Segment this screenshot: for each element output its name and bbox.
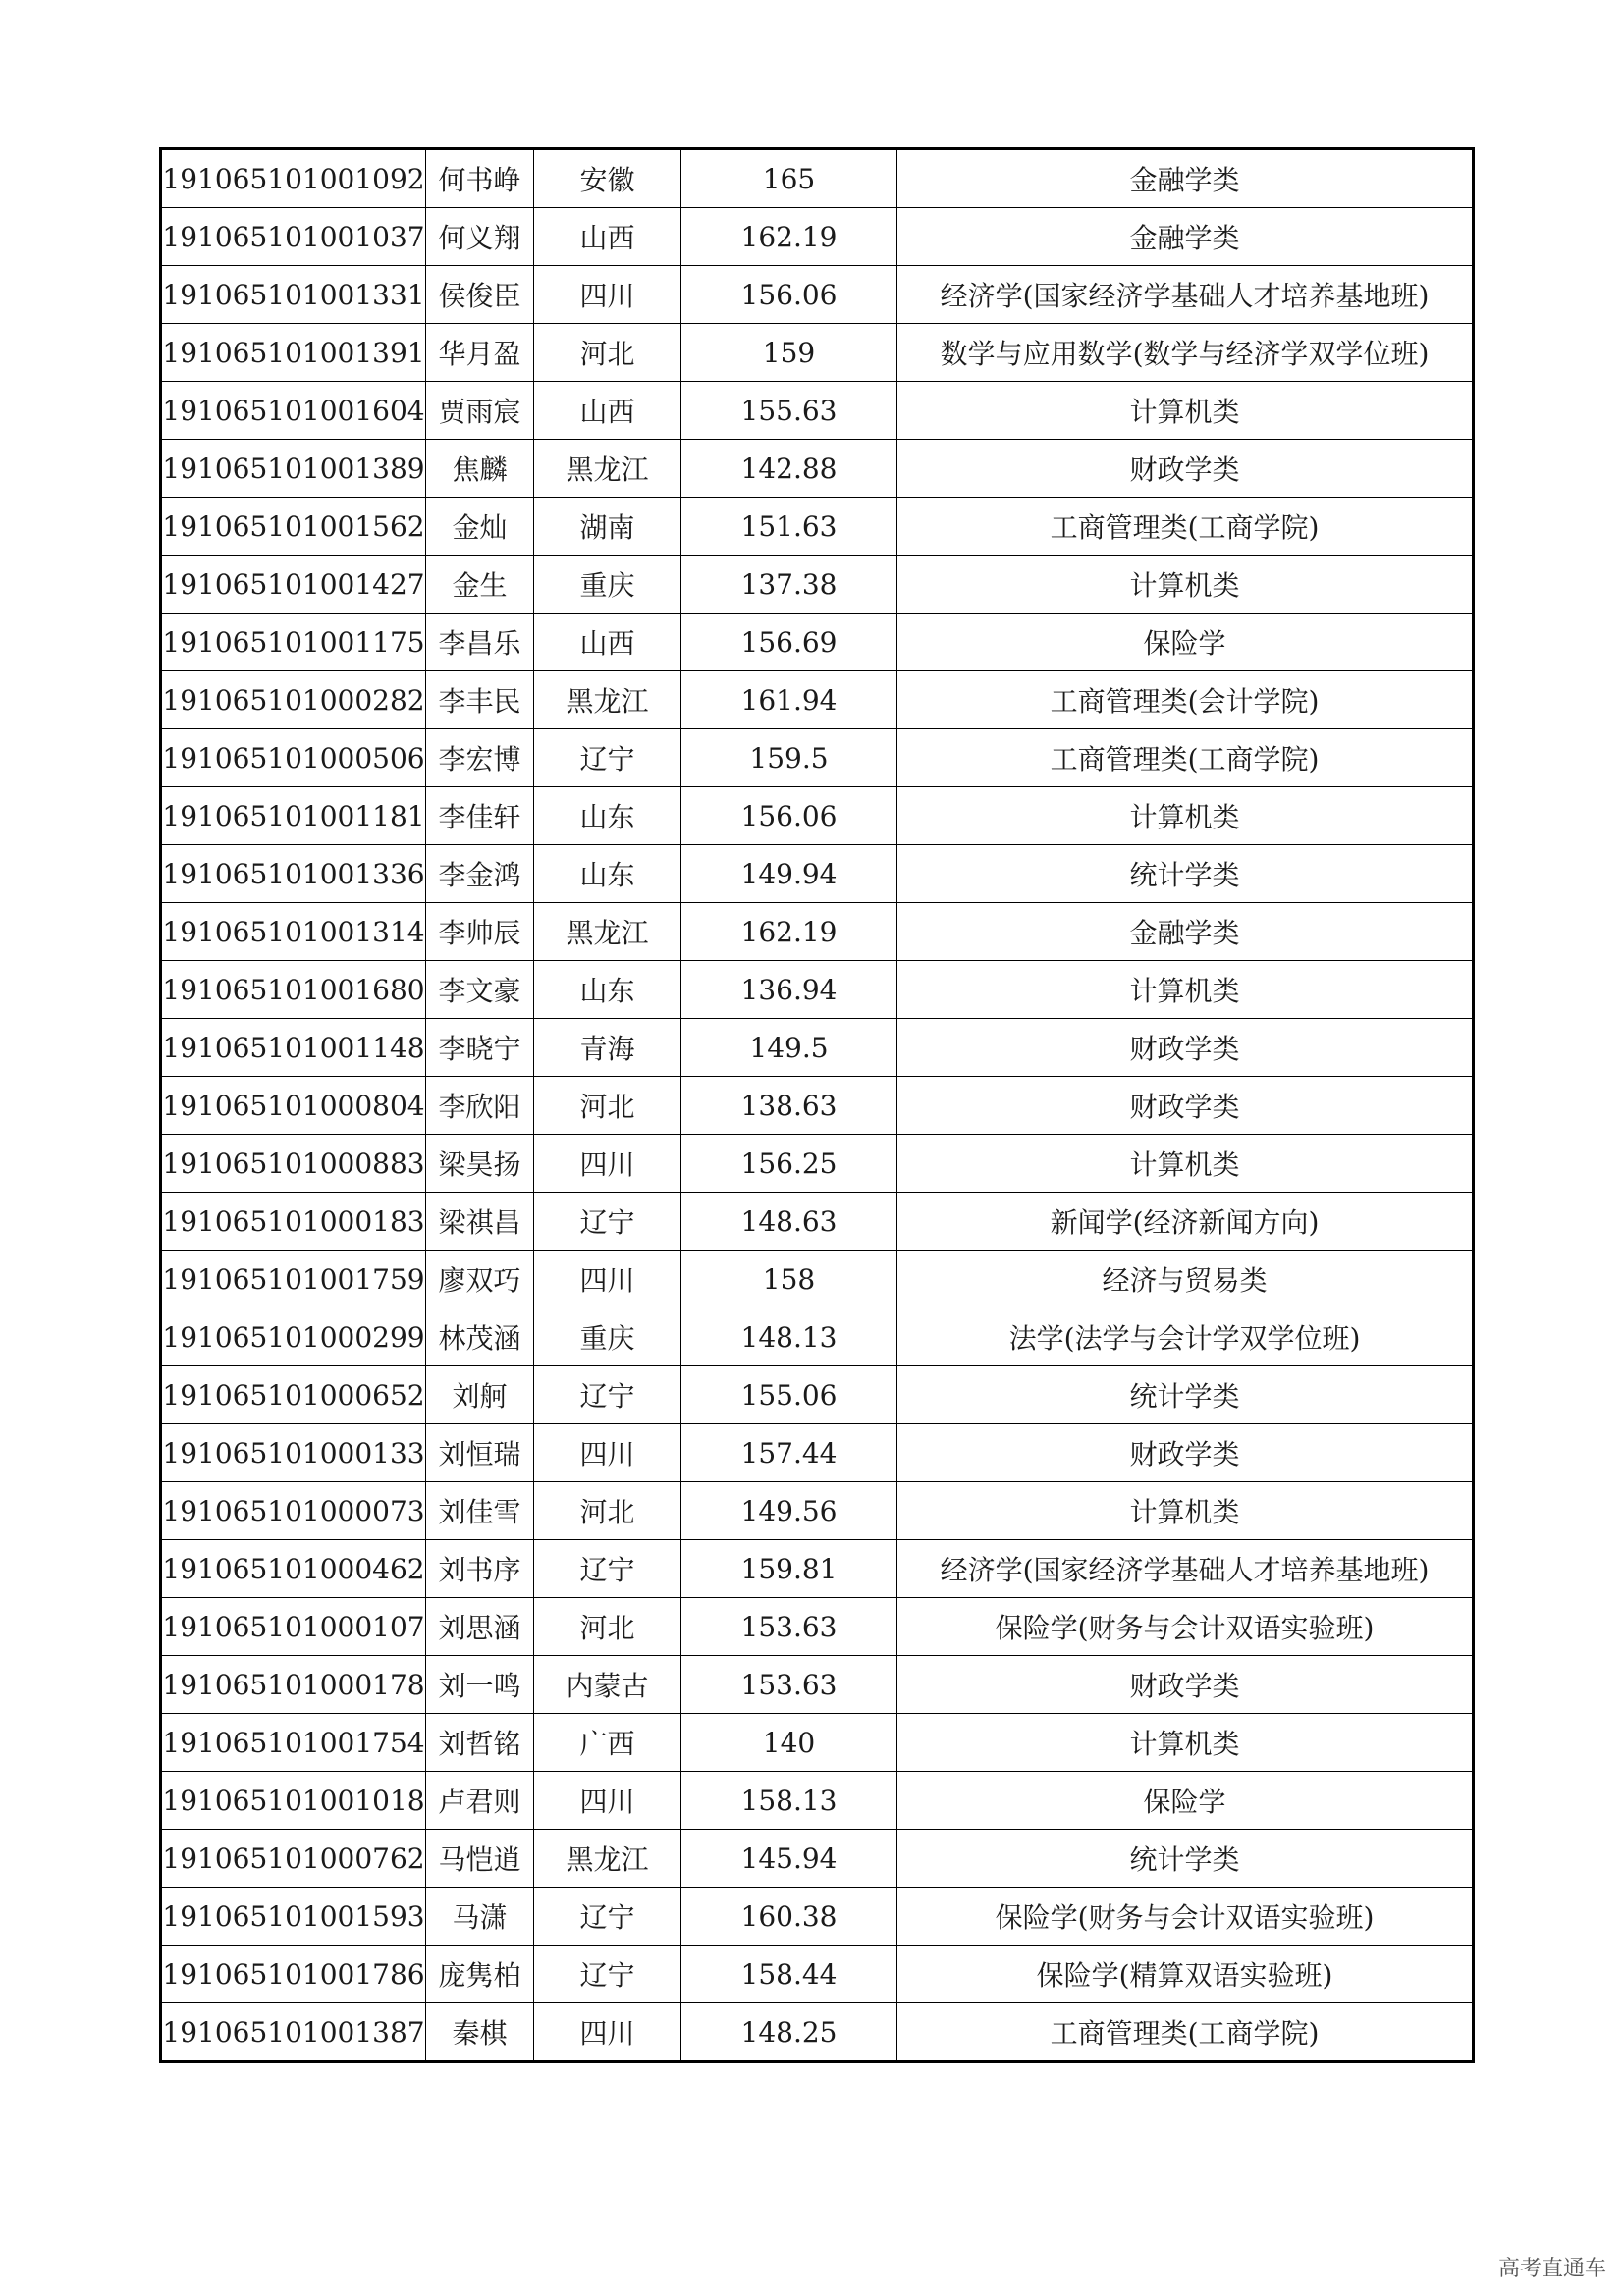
student-name-cell: 刘思涵 bbox=[426, 1598, 534, 1656]
candidate-id-cell: 191065101001759 bbox=[161, 1251, 426, 1308]
score-cell: 159.5 bbox=[681, 729, 897, 787]
score-cell: 156.25 bbox=[681, 1135, 897, 1193]
province-cell: 辽宁 bbox=[534, 1540, 681, 1598]
table-row bbox=[161, 1714, 1474, 1772]
candidate-id-cell: 191065101001037 bbox=[161, 208, 426, 266]
major-cell: 计算机类 bbox=[897, 787, 1474, 845]
major-cell: 保险学(财务与会计双语实验班) bbox=[897, 1598, 1474, 1656]
province-cell: 四川 bbox=[534, 1135, 681, 1193]
student-name-cell: 李晓宁 bbox=[426, 1019, 534, 1077]
province-cell: 四川 bbox=[534, 1772, 681, 1830]
score-cell: 145.94 bbox=[681, 1830, 897, 1888]
table-row bbox=[161, 903, 1474, 961]
score-cell: 148.25 bbox=[681, 2003, 897, 2062]
candidate-id-cell: 191065101000506 bbox=[161, 729, 426, 787]
student-name-cell: 李欣阳 bbox=[426, 1077, 534, 1135]
table-row bbox=[161, 1077, 1474, 1135]
major-cell: 新闻学(经济新闻方向) bbox=[897, 1193, 1474, 1251]
province-cell: 辽宁 bbox=[534, 1366, 681, 1424]
table-row bbox=[161, 1888, 1474, 1946]
candidate-id-cell: 191065101000804 bbox=[161, 1077, 426, 1135]
candidate-id-cell: 191065101001754 bbox=[161, 1714, 426, 1772]
student-name-cell: 李文豪 bbox=[426, 961, 534, 1019]
student-name-cell: 刘哲铭 bbox=[426, 1714, 534, 1772]
candidate-id-cell: 191065101000178 bbox=[161, 1656, 426, 1714]
candidate-id-cell: 191065101000652 bbox=[161, 1366, 426, 1424]
student-name-cell: 华月盈 bbox=[426, 324, 534, 382]
student-name-cell: 秦棋 bbox=[426, 2003, 534, 2062]
candidate-id-cell: 191065101001018 bbox=[161, 1772, 426, 1830]
major-cell: 保险学(精算双语实验班) bbox=[897, 1946, 1474, 2003]
candidate-id-cell: 191065101001181 bbox=[161, 787, 426, 845]
score-cell: 157.44 bbox=[681, 1424, 897, 1482]
major-cell: 财政学类 bbox=[897, 1424, 1474, 1482]
major-cell: 保险学 bbox=[897, 1772, 1474, 1830]
table-row bbox=[161, 1540, 1474, 1598]
score-cell: 151.63 bbox=[681, 498, 897, 556]
admission-roster-table bbox=[159, 147, 1475, 2063]
table-row bbox=[161, 845, 1474, 903]
student-name-cell: 刘佳雪 bbox=[426, 1482, 534, 1540]
score-cell: 165 bbox=[681, 149, 897, 208]
score-cell: 142.88 bbox=[681, 440, 897, 498]
major-cell: 财政学类 bbox=[897, 440, 1474, 498]
major-cell: 保险学(财务与会计双语实验班) bbox=[897, 1888, 1474, 1946]
candidate-id-cell: 191065101001427 bbox=[161, 556, 426, 614]
table-row bbox=[161, 498, 1474, 556]
score-cell: 149.94 bbox=[681, 845, 897, 903]
major-cell: 财政学类 bbox=[897, 1656, 1474, 1714]
candidate-id-cell: 191065101000883 bbox=[161, 1135, 426, 1193]
score-cell: 138.63 bbox=[681, 1077, 897, 1135]
candidate-id-cell: 191065101001092 bbox=[161, 149, 426, 208]
table-row bbox=[161, 1946, 1474, 2003]
major-cell: 金融学类 bbox=[897, 149, 1474, 208]
student-name-cell: 金灿 bbox=[426, 498, 534, 556]
table-row bbox=[161, 324, 1474, 382]
major-cell: 计算机类 bbox=[897, 1135, 1474, 1193]
student-name-cell: 刘书序 bbox=[426, 1540, 534, 1598]
major-cell: 统计学类 bbox=[897, 1830, 1474, 1888]
score-cell: 136.94 bbox=[681, 961, 897, 1019]
candidate-id-cell: 191065101000462 bbox=[161, 1540, 426, 1598]
province-cell: 河北 bbox=[534, 1482, 681, 1540]
major-cell: 工商管理类(工商学院) bbox=[897, 729, 1474, 787]
table-row bbox=[161, 1656, 1474, 1714]
table-row bbox=[161, 556, 1474, 614]
score-cell: 153.63 bbox=[681, 1656, 897, 1714]
student-name-cell: 李佳轩 bbox=[426, 787, 534, 845]
table-row bbox=[161, 1830, 1474, 1888]
student-name-cell: 李丰民 bbox=[426, 671, 534, 729]
candidate-id-cell: 191065101001175 bbox=[161, 614, 426, 671]
student-name-cell: 李昌乐 bbox=[426, 614, 534, 671]
score-cell: 159.81 bbox=[681, 1540, 897, 1598]
province-cell: 河北 bbox=[534, 1598, 681, 1656]
province-cell: 河北 bbox=[534, 324, 681, 382]
student-name-cell: 李宏博 bbox=[426, 729, 534, 787]
student-name-cell: 金生 bbox=[426, 556, 534, 614]
score-cell: 158.44 bbox=[681, 1946, 897, 2003]
major-cell: 经济学(国家经济学基础人才培养基地班) bbox=[897, 266, 1474, 324]
student-name-cell: 庞隽柏 bbox=[426, 1946, 534, 2003]
score-cell: 140 bbox=[681, 1714, 897, 1772]
province-cell: 辽宁 bbox=[534, 729, 681, 787]
candidate-id-cell: 191065101000133 bbox=[161, 1424, 426, 1482]
student-name-cell: 马潇 bbox=[426, 1888, 534, 1946]
table-row bbox=[161, 382, 1474, 440]
province-cell: 重庆 bbox=[534, 1308, 681, 1366]
candidate-id-cell: 191065101001314 bbox=[161, 903, 426, 961]
candidate-id-cell: 191065101001336 bbox=[161, 845, 426, 903]
student-name-cell: 何义翔 bbox=[426, 208, 534, 266]
table-row bbox=[161, 208, 1474, 266]
province-cell: 黑龙江 bbox=[534, 440, 681, 498]
major-cell: 数学与应用数学(数学与经济学双学位班) bbox=[897, 324, 1474, 382]
major-cell: 计算机类 bbox=[897, 382, 1474, 440]
score-cell: 161.94 bbox=[681, 671, 897, 729]
candidate-id-cell: 191065101000107 bbox=[161, 1598, 426, 1656]
candidate-id-cell: 191065101000762 bbox=[161, 1830, 426, 1888]
major-cell: 经济学(国家经济学基础人才培养基地班) bbox=[897, 1540, 1474, 1598]
major-cell: 金融学类 bbox=[897, 903, 1474, 961]
candidate-id-cell: 191065101000299 bbox=[161, 1308, 426, 1366]
candidate-id-cell: 191065101001680 bbox=[161, 961, 426, 1019]
major-cell: 财政学类 bbox=[897, 1077, 1474, 1135]
score-cell: 156.06 bbox=[681, 266, 897, 324]
student-name-cell: 贾雨宸 bbox=[426, 382, 534, 440]
score-cell: 155.06 bbox=[681, 1366, 897, 1424]
province-cell: 辽宁 bbox=[534, 1946, 681, 2003]
table-row bbox=[161, 440, 1474, 498]
table-row bbox=[161, 1598, 1474, 1656]
major-cell: 法学(法学与会计学双学位班) bbox=[897, 1308, 1474, 1366]
candidate-id-cell: 191065101000282 bbox=[161, 671, 426, 729]
student-name-cell: 刘恒瑞 bbox=[426, 1424, 534, 1482]
student-name-cell: 林茂涵 bbox=[426, 1308, 534, 1366]
table-row bbox=[161, 729, 1474, 787]
province-cell: 黑龙江 bbox=[534, 671, 681, 729]
province-cell: 四川 bbox=[534, 266, 681, 324]
major-cell: 统计学类 bbox=[897, 845, 1474, 903]
table-row bbox=[161, 1019, 1474, 1077]
student-name-cell: 卢君则 bbox=[426, 1772, 534, 1830]
score-cell: 162.19 bbox=[681, 208, 897, 266]
table-row bbox=[161, 1772, 1474, 1830]
table-row bbox=[161, 614, 1474, 671]
province-cell: 山西 bbox=[534, 208, 681, 266]
province-cell: 内蒙古 bbox=[534, 1656, 681, 1714]
score-cell: 158 bbox=[681, 1251, 897, 1308]
student-name-cell: 侯俊臣 bbox=[426, 266, 534, 324]
score-cell: 160.38 bbox=[681, 1888, 897, 1946]
province-cell: 四川 bbox=[534, 1424, 681, 1482]
province-cell: 辽宁 bbox=[534, 1888, 681, 1946]
candidate-id-cell: 191065101001786 bbox=[161, 1946, 426, 2003]
score-cell: 148.13 bbox=[681, 1308, 897, 1366]
major-cell: 工商管理类(会计学院) bbox=[897, 671, 1474, 729]
score-cell: 149.5 bbox=[681, 1019, 897, 1077]
student-name-cell: 马恺逍 bbox=[426, 1830, 534, 1888]
major-cell: 工商管理类(工商学院) bbox=[897, 2003, 1474, 2062]
student-name-cell: 何书峥 bbox=[426, 149, 534, 208]
score-cell: 148.63 bbox=[681, 1193, 897, 1251]
province-cell: 黑龙江 bbox=[534, 1830, 681, 1888]
province-cell: 广西 bbox=[534, 1714, 681, 1772]
major-cell: 统计学类 bbox=[897, 1366, 1474, 1424]
score-cell: 153.63 bbox=[681, 1598, 897, 1656]
table-row bbox=[161, 266, 1474, 324]
watermark-text: 高考直通车 bbox=[1497, 2257, 1606, 2281]
major-cell: 计算机类 bbox=[897, 1482, 1474, 1540]
roster-body bbox=[161, 149, 1474, 2062]
student-name-cell: 廖双巧 bbox=[426, 1251, 534, 1308]
candidate-id-cell: 191065101000073 bbox=[161, 1482, 426, 1540]
province-cell: 山东 bbox=[534, 787, 681, 845]
province-cell: 四川 bbox=[534, 2003, 681, 2062]
table-row bbox=[161, 1251, 1474, 1308]
student-name-cell: 李帅辰 bbox=[426, 903, 534, 961]
student-name-cell: 焦麟 bbox=[426, 440, 534, 498]
score-cell: 137.38 bbox=[681, 556, 897, 614]
table-row bbox=[161, 787, 1474, 845]
candidate-id-cell: 191065101001331 bbox=[161, 266, 426, 324]
table-row bbox=[161, 1193, 1474, 1251]
province-cell: 山西 bbox=[534, 614, 681, 671]
major-cell: 保险学 bbox=[897, 614, 1474, 671]
score-cell: 156.69 bbox=[681, 614, 897, 671]
candidate-id-cell: 191065101001387 bbox=[161, 2003, 426, 2062]
score-cell: 156.06 bbox=[681, 787, 897, 845]
major-cell: 计算机类 bbox=[897, 1714, 1474, 1772]
student-name-cell: 梁祺昌 bbox=[426, 1193, 534, 1251]
table-row bbox=[161, 1366, 1474, 1424]
table-row bbox=[161, 961, 1474, 1019]
candidate-id-cell: 191065101001391 bbox=[161, 324, 426, 382]
score-cell: 159 bbox=[681, 324, 897, 382]
major-cell: 经济与贸易类 bbox=[897, 1251, 1474, 1308]
table-row bbox=[161, 149, 1474, 208]
score-cell: 149.56 bbox=[681, 1482, 897, 1540]
student-name-cell: 李金鸿 bbox=[426, 845, 534, 903]
province-cell: 山东 bbox=[534, 961, 681, 1019]
candidate-id-cell: 191065101001562 bbox=[161, 498, 426, 556]
major-cell: 金融学类 bbox=[897, 208, 1474, 266]
province-cell: 山西 bbox=[534, 382, 681, 440]
major-cell: 计算机类 bbox=[897, 556, 1474, 614]
score-cell: 162.19 bbox=[681, 903, 897, 961]
province-cell: 青海 bbox=[534, 1019, 681, 1077]
province-cell: 黑龙江 bbox=[534, 903, 681, 961]
score-cell: 158.13 bbox=[681, 1772, 897, 1830]
candidate-id-cell: 191065101001604 bbox=[161, 382, 426, 440]
table-row bbox=[161, 1308, 1474, 1366]
candidate-id-cell: 191065101001148 bbox=[161, 1019, 426, 1077]
student-name-cell: 梁昊扬 bbox=[426, 1135, 534, 1193]
table-row bbox=[161, 1135, 1474, 1193]
table-row bbox=[161, 1424, 1474, 1482]
table-row bbox=[161, 671, 1474, 729]
table-row bbox=[161, 1482, 1474, 1540]
province-cell: 湖南 bbox=[534, 498, 681, 556]
candidate-id-cell: 191065101001593 bbox=[161, 1888, 426, 1946]
student-name-cell: 刘舸 bbox=[426, 1366, 534, 1424]
table-row bbox=[161, 2003, 1474, 2062]
major-cell: 计算机类 bbox=[897, 961, 1474, 1019]
candidate-id-cell: 191065101000183 bbox=[161, 1193, 426, 1251]
province-cell: 安徽 bbox=[534, 149, 681, 208]
province-cell: 四川 bbox=[534, 1251, 681, 1308]
candidate-id-cell: 191065101001389 bbox=[161, 440, 426, 498]
major-cell: 财政学类 bbox=[897, 1019, 1474, 1077]
province-cell: 辽宁 bbox=[534, 1193, 681, 1251]
province-cell: 河北 bbox=[534, 1077, 681, 1135]
score-cell: 155.63 bbox=[681, 382, 897, 440]
province-cell: 山东 bbox=[534, 845, 681, 903]
major-cell: 工商管理类(工商学院) bbox=[897, 498, 1474, 556]
student-name-cell: 刘一鸣 bbox=[426, 1656, 534, 1714]
province-cell: 重庆 bbox=[534, 556, 681, 614]
